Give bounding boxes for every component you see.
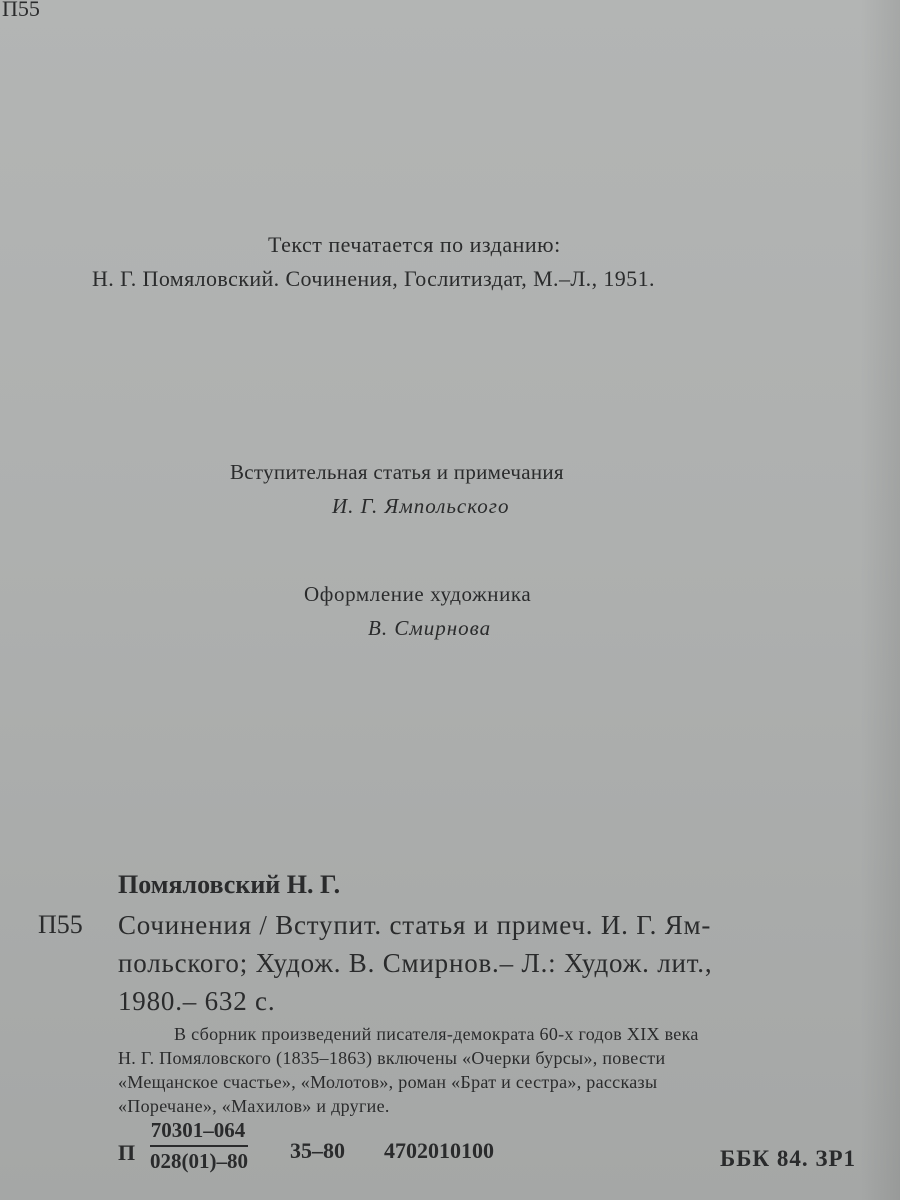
catalog-line: 1980.– 632 с. (118, 986, 276, 1016)
catalog-code: П55 (38, 910, 83, 939)
publishing-letter: П (118, 1140, 136, 1165)
design-credit-name: В. Смирнова (368, 616, 492, 640)
annotation-line: «Поречане», «Махилов» и другие. (118, 1096, 390, 1116)
annotation-line: Н. Г. Помяловского (1835–1863) включены «Очерки бурсы», повести (118, 1048, 666, 1068)
bbk-code: ББК 84. ЗР1 (720, 1146, 857, 1171)
catalog-line: польского; Худож. В. Смирнов.– Л.: Худож. лит., (118, 948, 713, 978)
annotation-line: В сборник произведений писателя-демократа 60-х годов XIX века (174, 1024, 699, 1044)
publishing-number: 35–80 (290, 1138, 345, 1163)
catalog-author: Помяловский Н. Г. (118, 870, 341, 899)
intro-credit-label: Вступительная статья и примечания (230, 460, 564, 484)
catalog-description (118, 906, 878, 1020)
source-note-line2: Н. Г. Помяловский. Сочинения, Гослитиздат, М.–Л., 1951. (92, 266, 655, 291)
design-credit-label: Оформление художника (304, 582, 532, 606)
source-note-line1: Текст печатается по изданию: (268, 232, 561, 257)
fraction-denominator: 028(01)–80 (150, 1149, 248, 1173)
annotation-line: «Мещанское счастье», «Молотов», роман «Брат и сестра», рассказы (118, 1072, 658, 1092)
publishing-isbn: 4702010100 (384, 1138, 494, 1163)
corner-code: П55 (2, 0, 40, 21)
publishing-fraction (150, 1118, 248, 1174)
page-edge-shadow (860, 0, 900, 1200)
fraction-numerator: 70301–064 (150, 1118, 248, 1147)
catalog-line: Сочинения / Вступит. статья и примеч. И. Г. Ям- (118, 910, 712, 940)
intro-credit-name: И. Г. Ямпольского (332, 494, 510, 518)
annotation-block (118, 1022, 878, 1118)
